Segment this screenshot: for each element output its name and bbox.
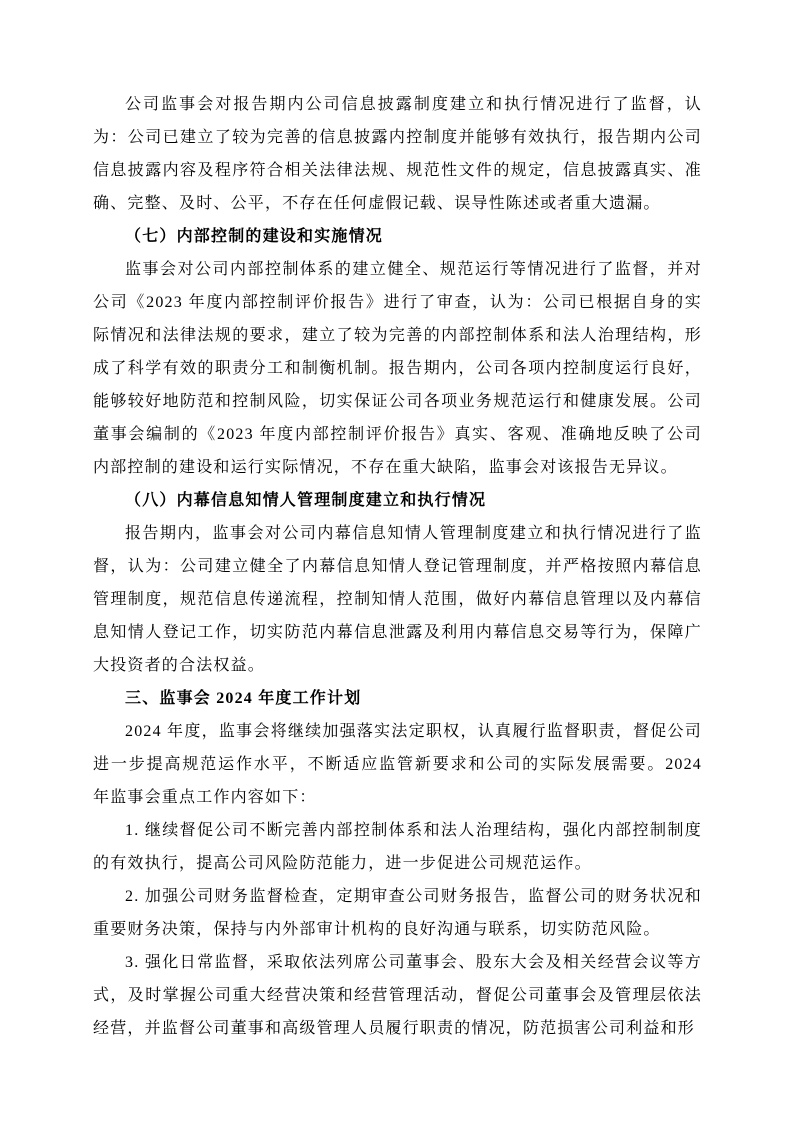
document-body: [93, 88, 702, 1045]
section-heading-internal-control: （七）内部控制的建设和实施情况: [125, 228, 384, 245]
paragraph-plan-item-1: 1. 继续督促公司不断完善内部控制体系和法人治理结构，强化内部控制制度的有效执行，提高公司风险防范能力，进一步促进公司规范运作。: [93, 822, 702, 872]
section-heading-insider-info: （八）内幕信息知情人管理制度建立和执行情况: [125, 492, 487, 509]
paragraph-insider-info: 报告期内，监事会对公司内幕信息知情人管理制度建立和执行情况进行了监督，认为：公司建立健全了内幕信息知情人登记管理制度，并严格按照内幕信息管理制度，规范信息传递流程，控制知情人范围，做好内幕信息管理以及内幕信息知情人登记工作，切实防范内幕信息泄露及利用内幕信息交易等行为，保障广大投资者的合法权益。: [93, 525, 702, 674]
paragraph-plan-item-2: 2. 加强公司财务监督检查，定期审查公司财务报告，监督公司的财务状况和重要财务决策，保持与内外部审计机构的良好沟通与联系，切实防范风险。: [93, 888, 702, 938]
paragraph-internal-control: 监事会对公司内部控制体系的建立健全、规范运行等情况进行了监督，并对公司《2023 年度内部控制评价报告》进行了审查，认为：公司已根据自身的实际情况和法律法规的要求，建立了较为完善的内部控制体系和法人治理结构，形成了科学有效的职责分工和制衡机制。报告期内，公司各项内控制度运行良好，能够较好地防范和控制风险，切实保证公司各项业务规范运行和健康发展。公司董事会编制的《2023 年度内部控制评价报告》真实、客观、准确地反映了公司内部控制的建设和运行实际情况，不存在重大缺陷，监事会对该报告无异议。: [93, 261, 702, 476]
paragraph-info-disclosure: 公司监事会对报告期内公司信息披露制度建立和执行情况进行了监督，认为：公司已建立了较为完善的信息披露内控制度并能够有效执行，报告期内公司信息披露内容及程序符合相关法律法规、规范性文件的规定，信息披露真实、准确、完整、及时、公平，不存在任何虚假记载、误导性陈述或者重大遗漏。: [93, 96, 702, 212]
paragraph-2024-plan-intro: 2024 年度，监事会将继续加强落实法定职权，认真履行监督职责，督促公司进一步提高规范运作水平，不断适应监管新要求和公司的实际发展需要。2024 年监事会重点工作内容如下：: [93, 723, 702, 806]
paragraph-plan-item-3: 3. 强化日常监督，采取依法列席公司董事会、股东大会及相关经营会议等方式，及时掌握公司重大经营决策和经营管理活动，督促公司董事会及管理层依法经营，并监督公司董事和高级管理人员履行职责的情况，防范损害公司利益和形: [93, 954, 702, 1037]
section-heading-2024-work-plan: 三、监事会 2024 年度工作计划: [125, 690, 362, 707]
